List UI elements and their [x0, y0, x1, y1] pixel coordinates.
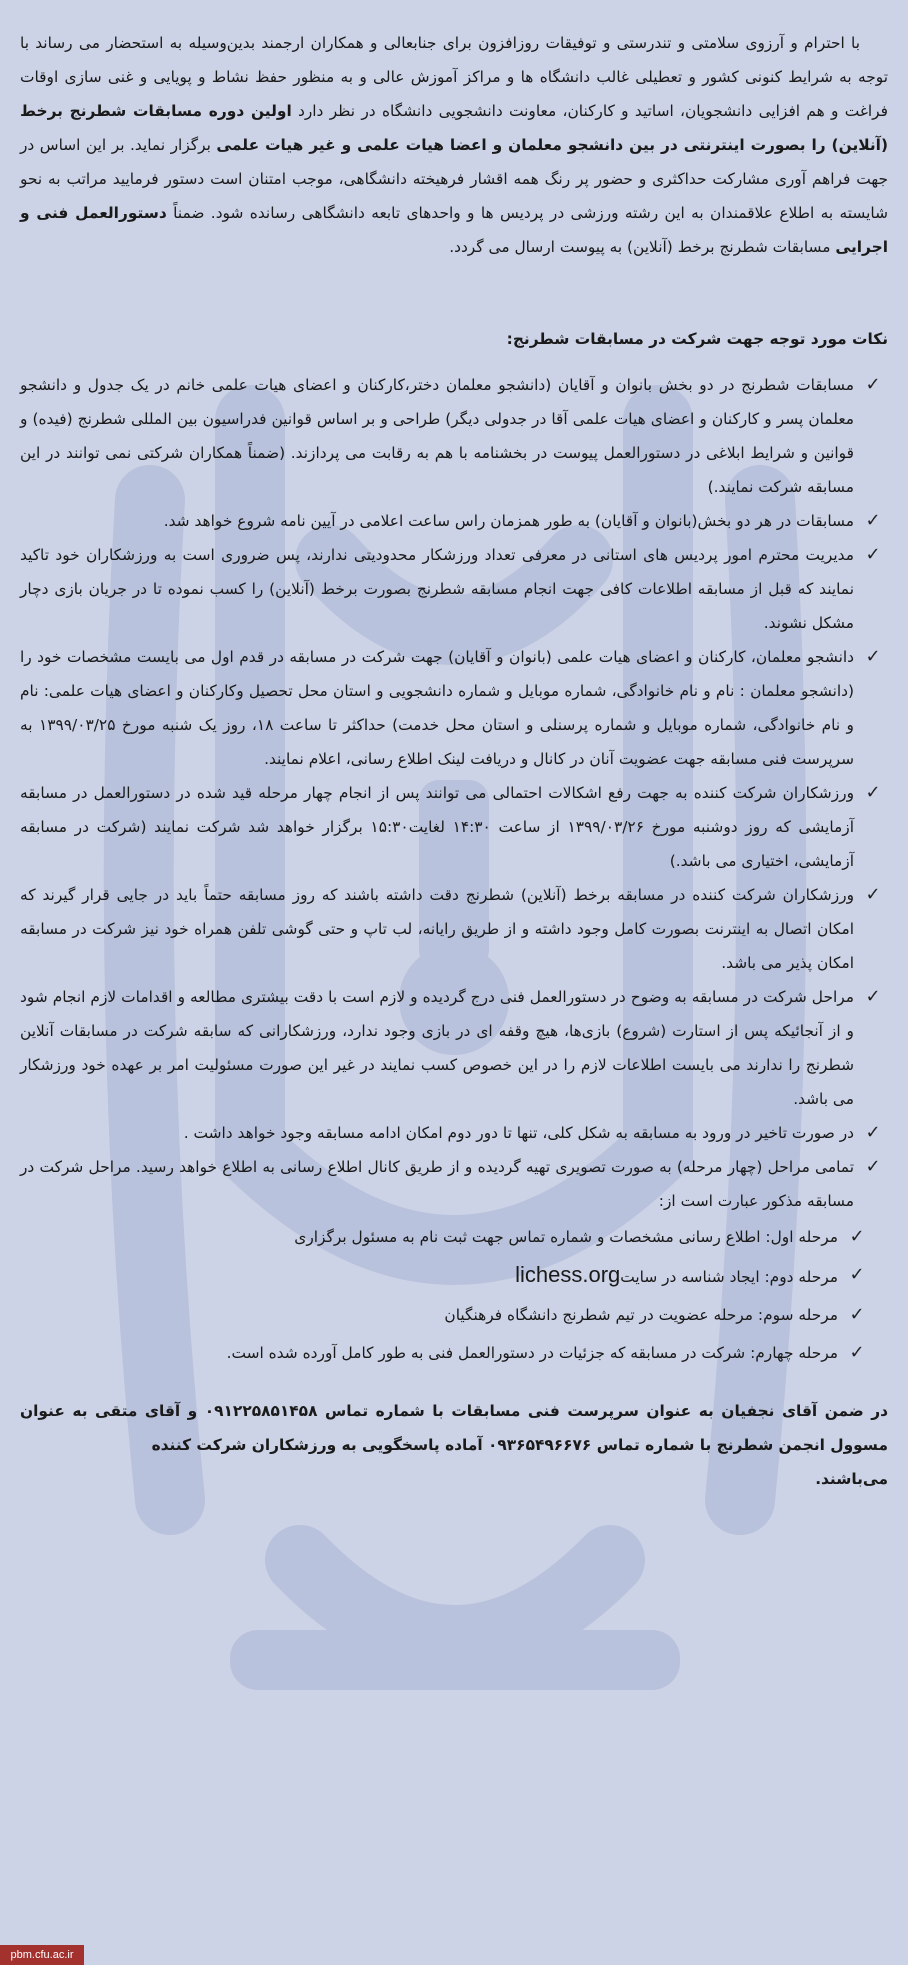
checkmark-icon: ✓	[865, 544, 881, 565]
step-item: ✓ مرحله سوم: مرحله عضویت در تیم شطرنج دانشگاه فرهنگیان	[20, 1296, 872, 1334]
checkmark-icon: ✓	[849, 1342, 865, 1363]
checkmark-icon: ✓	[849, 1264, 865, 1285]
checkmark-icon: ✓	[849, 1226, 865, 1247]
lichess-site-name: lichess.org	[515, 1262, 621, 1287]
note-item: ✓ مسابقات در هر دو بخش(بانوان و آقایان) به طور همزمان راس ساعت اعلامی در آیین نامه شروع خواهد شد.	[20, 504, 888, 538]
checkmark-icon: ✓	[865, 510, 881, 531]
letter-body	[20, 26, 888, 1496]
site-url-tag: pbm.cfu.ac.ir	[0, 1945, 84, 1965]
intro-bold-competition: اولین دوره مسابقات شطرنج برخط (آنلاین) را بصورت اینترنتی در بین دانشجو معلمان و اعضا هیات علمی و غیر هیات علمی	[20, 102, 888, 154]
note-item: ✓ تمامی مراحل (چهار مرحله) به صورت تصویری تهیه گردیده و از طریق کانال اطلاع رسانی به اطلاع خواهد رسید. مراحل شرکت در مسابقه مذکور عبارت است از:	[20, 1150, 888, 1218]
step-item: ✓ مرحله دوم: ایجاد شناسه در سایتlichess.org	[20, 1256, 872, 1296]
checkmark-icon: ✓	[865, 1122, 881, 1143]
closing-paragraph: در ضمن آقای نجفیان به عنوان سرپرست فنی مسابقات با شماره تماس ۰۹۱۲۲۵۸۵۱۴۵۸ و آقای متقی به عنوان مسوول انجمن شطرنج با شماره تماس ۰۹۳۶۵۴۹۶۶۷۶ آماده پاسخگویی به ورزشکاران شرکت کننده می‌باشند.	[20, 1402, 888, 1488]
checkmark-icon: ✓	[865, 374, 881, 395]
checkmark-icon: ✓	[865, 782, 881, 803]
intro-bold-instructions: دستورالعمل فنی و اجرایی	[20, 204, 888, 256]
note-item: ✓ مدیریت محترم امور پردیس های استانی در معرفی تعداد ورزشکار محدودیتی ندارند، پس ضروری است به ورزشکاران خود تاکید نمایند که قبل از مسابقه اطلاعات کافی جهت انجام مسابقه شطرنج بصورت برخط (آنلاین) را کسب نموده تا در جریان بازی دچار مشکل نشوند.	[20, 538, 888, 640]
note-item: ✓ ورزشکاران شرکت کننده در مسابقه برخط (آنلاین) شطرنج دقت داشته باشند که روز مسابقه حتماً باید در جایی قرار گیرند که امکان اتصال به اینترنت بصورت کامل وجود داشته و از طریق رایانه، لب تاپ و حتی گوشی تلفن همراه خود نیز شرکت در مسابقه امکان پذیر می باشد.	[20, 878, 888, 980]
checkmark-icon: ✓	[865, 884, 881, 905]
note-item: ✓ در صورت تاخیر در ورود به مسابقه به شکل کلی، تنها تا دور دوم امکان ادامه مسابقه وجود خواهد داشت .	[20, 1116, 888, 1150]
note-item: ✓ مراحل شرکت در مسابقه به وضوح در دستورالعمل فنی درج گردیده و لازم است با دقت بیشتری مطالعه و اقدامات لازم انجام شود و از آنجائیکه پس از استارت (شروع) بازی‌ها، هیچ وقفه ای در بازی وجود ندارد، ورزشکارانی که سابقه شرکت در مسابقات آنلاین شطرنج را ندارند می بایست اطلاعات لازم را در این خصوص کسب نمایند در غیر این صورت مسئولیت امر بر عهده خود ورزشکار می باشد.	[20, 980, 888, 1116]
checkmark-icon: ✓	[849, 1304, 865, 1325]
note-item: ✓ مسابقات شطرنج در دو بخش بانوان و آقایان (دانشجو معلمان دختر،کارکنان و اعضای هیات علمی خانم در یک جدول و دانشجو معلمان پسر و کارکنان و اعضای هیات علمی آقا در جدولی دیگر) طراحی و بر اساس قوانین فدراسیون بین المللی شطرنج (فیده) و قوانین و شرایط ابلاغی در دستورالعمل پیوست در بخشنامه با هم به رقابت می پردازند. (ضمناً همکاران شرکتی نمی توانند در این مسابقه شرکت نمایند.)	[20, 368, 888, 504]
checkmark-icon: ✓	[865, 646, 881, 667]
note-item: ✓ ورزشکاران شرکت کننده به جهت رفع اشکالات احتمالی می توانند پس از انجام چهار مرحله قید شده در دستورالعمل در مسابقه آزمایشی که روز دوشنبه مورخ ۱۳۹۹/۰۳/۲۶ از ساعت ۱۴:۳۰ لغایت۱۵:۳۰ برگزار خواهد شد شرکت نمایند (شرکت در مسابقه آزمایشی، اختیاری می باشد.)	[20, 776, 888, 878]
notes-heading: نکات مورد توجه جهت شرکت در مسابقات شطرنج:	[506, 330, 888, 348]
step-item: ✓ مرحله چهارم: شرکت در مسابقه که جزئیات در دستورالعمل فنی به طور کامل آورده شده است.	[20, 1334, 872, 1372]
steps-list	[20, 1218, 888, 1372]
note-item: ✓ دانشجو معلمان، کارکنان و اعضای هیات علمی (بانوان و آقایان) جهت شرکت در مسابقه در قدم اول می بایست مشخصات خود را (دانشجو معلمان : نام و نام خانوادگی، شماره موبایل و شماره دانشجویی و استان محل تحصیل وکارکنان و اعضای هیات علمی: نام و نام خانوادگی، شماره موبایل و شماره پرسنلی و استان محل خدمت) حداکثر تا ساعت ۱۸، روز یک شنبه مورخ ۱۳۹۹/۰۳/۲۵ به سرپرست فنی مسابقه جهت عضویت آنان در کانال و دریافت لینک اطلاع رسانی، اعلام نمایند.	[20, 640, 888, 776]
checkmark-icon: ✓	[865, 1156, 881, 1177]
checkmark-icon: ✓	[865, 986, 881, 1007]
step-item: ✓ مرحله اول: اطلاع رسانی مشخصات و شماره تماس جهت ثبت نام به مسئول برگزاری	[20, 1218, 872, 1256]
notes-list	[20, 368, 888, 1218]
intro-paragraph: با احترام و آرزوی سلامتی و تندرستی و توفیقات روزافزون برای جنابعالی و همکاران ارجمند بدین‌وسیله به استحضار می رساند با توجه به شرایط کنونی کشور و تعطیلی غالب دانشگاه ها و مراکز آموزش عالی و به منظور حفظ نشاط و پویایی و غنی سازی اوقات فراغت و هم افزایی دانشجویان، اساتید و کارکنان، معاونت دانشجویی دانشگاه در نظر دارد اولین دوره مسابقات شطرنج برخط (آنلاین) را بصورت اینترنتی در بین دانشجو معلمان و اعضا هیات علمی و غیر هیات علمی برگزار نماید. بر این اساس در جهت فراهم آوری مشارکت حداکثری و حضور پر رنگ همه اقشار فرهیخته دانشگاهی، موجب امتنان است دستور فرمایید مراتب به نحو شایسته به اطلاع علاقمندان به این رشته ورزشی در پردیس ها و واحدهای تابعه دانشگاهی رسانده شود. ضمناً دستورالعمل فنی و اجرایی مسابقات شطرنج برخط (آنلاین) به پیوست ارسال می گردد.	[20, 34, 888, 256]
